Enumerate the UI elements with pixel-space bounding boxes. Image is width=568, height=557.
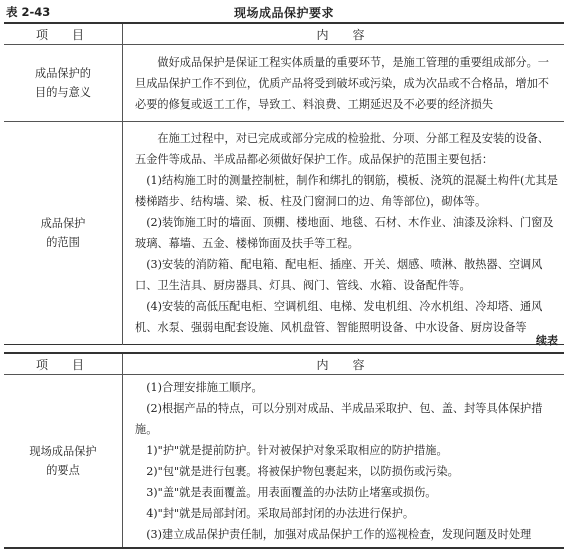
- header-item: 项 目: [4, 353, 123, 375]
- table-caption: [0, 4, 568, 22]
- header-content: 内 容: [123, 23, 565, 45]
- continued-label: 续表: [536, 334, 558, 347]
- table-row: [4, 45, 564, 122]
- table-row: [4, 122, 564, 345]
- row-content-purpose: 做好成品保护是保证工程实体质量的重要环节，是施工管理的重要组成部分。一旦成品保护工作不到位，优质产品将受到破坏或污染，成为次品或不合格品，增加不必要的修复或返工工作，导致工、料浪费、工期延迟及不必要的经济损失: [123, 45, 565, 122]
- header-item: 项 目: [4, 23, 123, 45]
- table-header-row: [4, 353, 564, 375]
- row-content-scope: 在施工过程中，对已完成或部分完成的检验批、分项、分部工程及安装的设备、五金件等成品、半成品都必须做好保护工作。成品保护的范围主要包括： (1)结构施工时的测量控制桩，制作和绑扎的钢筋，模板、浇筑的混凝土构件(尤其是楼梯踏步、结构墙、梁、板、柱及门窗洞口的边、角等部位)，砌体等。 (2)装饰施工时的墙面、顶棚、楼地面、地毯、石材、木作业、油漆及涂料、门窗及玻璃、幕墙、五金、楼梯饰面及扶手等工程。 (3)安装的消防箱、配电箱、配电柜、插座、开关、烟感、喷淋、散热器、空调风口、卫生洁具、厨房器具、灯具、阀门、管线、水箱、设备配件等。 (4)安装的高低压配电柜、空调机组、电梯、发电机组、冷水机组、冷却塔、通风机、水泵、强弱电配套设施、风机盘管、智能照明设备、中水设备、厨房设备等: [135, 132, 558, 334]
- table-title: 现场成品保护要求: [233, 6, 334, 20]
- table-row: [4, 375, 564, 549]
- requirements-table: [4, 22, 564, 345]
- header-content: 内 容: [123, 353, 565, 375]
- continued-table: [4, 352, 564, 549]
- row-item-scope: 成品保护 的范围: [4, 122, 123, 345]
- table-number: 表 2-43: [6, 5, 51, 19]
- row-item-purpose: 成品保护的 目的与意义: [4, 45, 123, 122]
- table-header-row: [4, 23, 564, 45]
- row-item-key-points: 现场成品保护 的要点: [4, 375, 123, 549]
- row-content-key-points: (1)合理安排施工顺序。 (2)根据产品的特点，可以分别对成品、半成品采取护、包、盖、封等具体保护措施。 1)"护"就是提前防护。针对被保护对象采取相应的防护措施。 2)"包"就是进行包裹。将被保护物包裹起来，以防损伤或污染。 3)"盖"就是表面覆盖。用表面覆盖的办法防止堵塞或损伤。 4)"封"就是局部封闭。采取局部封闭的办法进行保护。 (3)建立成品保护责任制，加强对成品保护工作的巡视检查，发现问题及时处理: [135, 381, 543, 541]
